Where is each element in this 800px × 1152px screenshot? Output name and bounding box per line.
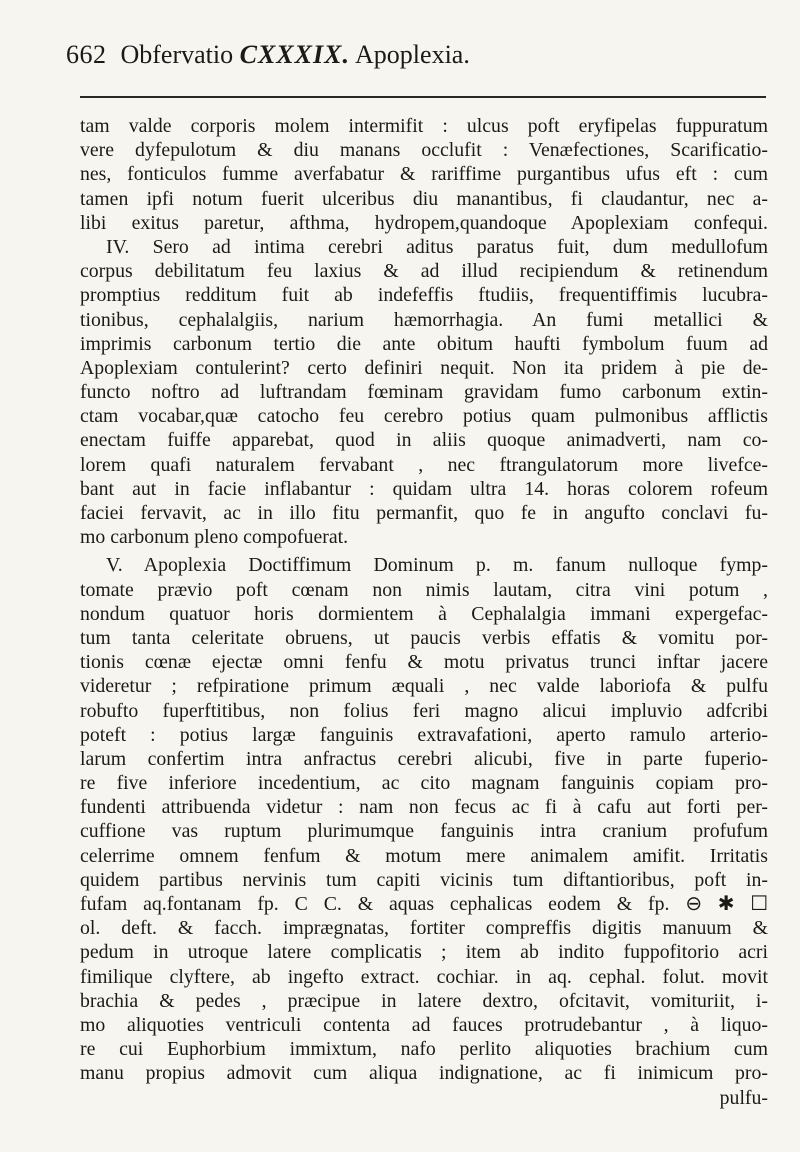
title-prefix: Obfervatio <box>120 40 234 69</box>
paragraph-start-line: IV. Sero ad intima cerebri aditus paratus fuit, dum medullofum <box>106 235 768 258</box>
text-line: fimilique clyftere, ab ingefto extract. cochiar. in aq. cephal. folut. movit <box>80 965 768 988</box>
text-line: nondum quatuor horis dormientem à Cephalalgia immani expergefac- <box>80 602 768 625</box>
text-line: promptius redditum fuit ab indefeffis ftudiis, frequentiffimis lucubra- <box>80 284 768 307</box>
page-header <box>66 40 766 84</box>
text-line: tum tanta celeritate obruens, ut paucis verbis effatis & vomitu por- <box>80 626 768 649</box>
text-line: libi exitus paretur, afthma, hydropem,quandoque Apoplexiam confequi. <box>80 211 768 234</box>
text-line: fufam aq.fontanam fp. C C. & aquas cephalicas eodem & fp. ⊖ ✱ ☐ <box>80 893 768 915</box>
text-line: celerrime omnem fenfum & motum mere animalem amifit. Irritatis <box>80 844 768 867</box>
title-topic: Apoplexia. <box>355 40 470 69</box>
text-line: tionis cœnæ ejectæ omni fenfu & motu privatus trunci inftar jacere <box>80 651 768 674</box>
text-line: tam valde corporis molem intermifit : ulcus poft eryfipelas fuppuratum <box>80 115 768 137</box>
text-line: enectam fuiffe apparebat, quod in aliis quoque animadverti, nam co- <box>80 429 768 452</box>
text-line: cuffione vas ruptum plurimumque fanguinis intra cranium profufum <box>80 820 768 843</box>
text-line: manu propius admovit cum aliqua indignatione, ac fi inimicum pro- <box>80 1062 768 1085</box>
text-line: fundenti attribuenda videtur : nam non fecus ac fi à cafu aut forti per- <box>80 796 768 819</box>
text-line: imprimis carbonum tertio die ante obitum haufti fymbolum fuum ad <box>80 332 768 355</box>
catchword: pulfu- <box>719 1086 768 1109</box>
text-line: robufto fuperftitibus, non folius feri magno alicui impluvio adfcribi <box>80 699 768 722</box>
text-line: Apoplexiam contulerint? certo definiri nequit. Non ita pridem à pie de- <box>80 356 768 379</box>
text-line: tionibus, cephalalgiis, narium hæmorrhagia. An fumi metallici & <box>80 308 768 331</box>
text-line: corpus debilitatum feu laxius & ad illud recipiendum & retinendum <box>80 260 768 283</box>
text-line: vere dyfepulotum & diu manans occlufit : Venæfectiones, Scarificatio- <box>80 139 768 162</box>
text-line: re five inferiore incedentium, ac cito magnam fanguinis copiam pro- <box>80 772 768 795</box>
running-title <box>121 40 470 70</box>
text-line: quidem partibus nervinis tum capiti vicinis tum diftantioribus, poft in- <box>80 868 768 891</box>
text-line: faciei fervavit, ac in illo fitu permanfit, quo fe in angufto conclavi fu- <box>80 502 768 524</box>
text-line: larum confertim intra anfractus cerebri alicubi, five in parte fuperio- <box>80 747 768 770</box>
text-line: tomate prævio poft cœnam non nimis lautam, citra vini potum , <box>80 578 768 601</box>
text-line: mo aliquoties ventriculi contenta ad fauces protrudebantur , à liquo- <box>80 1013 768 1036</box>
text-line: re cui Euphorbium immixtum, nafo perlito aliquoties brachium cum <box>80 1038 768 1061</box>
text-line: nes, fonticulos fumme averfabatur & rariffime purgantibus ufus eft : cum <box>80 163 768 186</box>
text-line: videretur ; refpiratione primum æquali , nec valde laboriofa & pulfu <box>80 675 768 698</box>
text-line: pedum in utroque latere complicatis ; item ab indito fuppofitorio acri <box>80 941 768 964</box>
text-line: lorem quafi naturalem fervabant , nec ftrangulatorum more livefce- <box>80 453 768 476</box>
title-roman-numeral: CXXXIX. <box>239 40 350 69</box>
header-rule <box>80 96 766 98</box>
text-line: mo carbonum pleno compofuerat. <box>80 526 349 549</box>
paragraph-start-line: V. Apoplexia Doctiffimum Dominum p. m. fanum nulloque fymp- <box>106 554 768 577</box>
text-line: bant aut in facie inflabantur : quidam ultra 14. horas colorem rofeum <box>80 477 768 500</box>
text-line: tamen ipfi notum fuerit ulceribus diu manantibus, fi claudantur, nec a- <box>80 187 768 210</box>
page-number: 662 <box>66 40 107 69</box>
text-line: ol. deft. & facch. imprægnatas, fortiter compreffis digitis manuum & <box>80 917 768 940</box>
text-line: brachia & pedes , præcipue in latere dextro, ofcitavit, vomituriit, i- <box>80 989 768 1012</box>
body-text <box>80 114 768 1110</box>
text-line: poteft : potius largæ fanguinis extravafationi, aperto ramulo arterio- <box>80 723 768 746</box>
text-line: ctam vocabar,quæ catocho feu cerebro potius quam pulmonibus afflictis <box>80 405 768 428</box>
text-line: functo noftro ad luftrandam fœminam gravidam fumo carbonum extin- <box>80 381 768 404</box>
